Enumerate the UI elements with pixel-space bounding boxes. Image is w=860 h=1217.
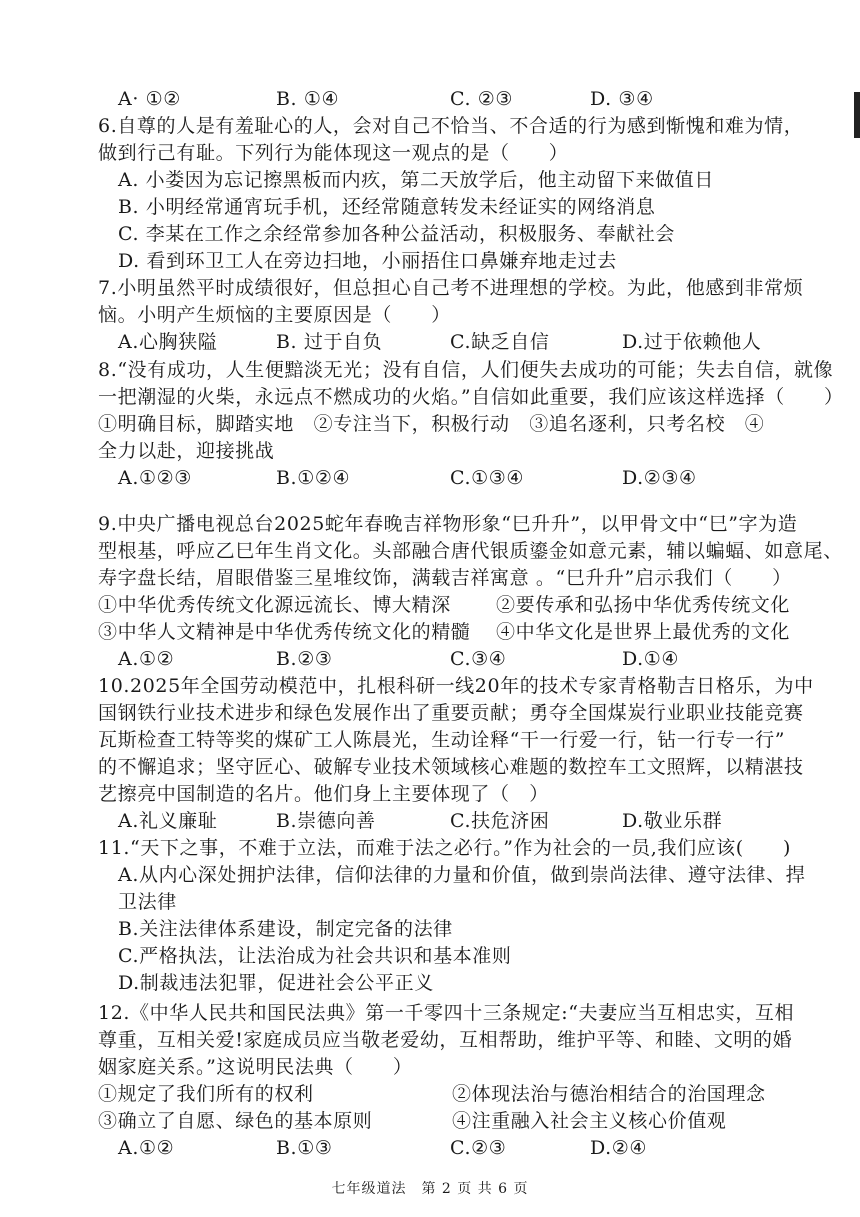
q10-option-a: A.礼义廉耻 [118, 810, 218, 832]
scan-edge-mark [854, 92, 860, 138]
q7-stem-line: 7.小明虽然平时成绩很好，但总担心自己考不进理想的学校。为此，他感到非常烦 [98, 277, 804, 299]
q9-stem-line: 9.中央广播电视总台2025蛇年春晚吉祥物形象“巳升升”，以甲骨文中“巳”字为造 [98, 513, 798, 535]
q8-stem-line: 8.“没有成功，人生便黯淡无光；没有自信，人们便失去成功的可能；失去自信，就像 [98, 359, 834, 381]
q11-option-a-cont: 卫法律 [118, 891, 177, 913]
q8-option-b: B.①②④ [276, 467, 351, 489]
q11-stem-line: 11.“天下之事，不难于立法，而难于法之必行。”作为社会的一员,我们应该( ) [98, 837, 792, 859]
q9-stem-line: 型根基，呼应乙巳年生肖文化。头部融合唐代银质鎏金如意元素，辅以蝙蝠、如意尾、 [98, 540, 843, 562]
q12-statement-3: ③确立了自愿、绿色的基本原则 [98, 1110, 373, 1132]
q11-option-d: D.制裁违法犯罪，促进社会公平正义 [118, 972, 434, 994]
q9-option-b: B.②③ [276, 648, 333, 670]
q7-stem-line: 恼。小明产生烦恼的主要原因是（ ） [98, 304, 451, 326]
q6-stem-line: 6.自尊的人是有羞耻心的人，会对自己不恰当、不合适的行为感到惭愧和难为情， [98, 115, 804, 137]
q8-statements-line: 全力以赴，迎接挑战 [98, 440, 275, 462]
q12-option-c: C.②③ [450, 1137, 507, 1159]
q10-option-d: D.敬业乐群 [622, 810, 723, 832]
q7-option-b: B. 过于自负 [276, 331, 383, 353]
q6-option-d: D. 看到环卫工人在旁边扫地，小丽捂住口鼻嫌弃地走过去 [118, 250, 617, 272]
q12-option-b: B.①③ [276, 1137, 333, 1159]
q10-stem-line: 国钢铁行业技术进步和绿色发展作出了重要贡献；勇夺全国煤炭行业职业技能竞赛 [98, 702, 804, 724]
q10-option-b: B.崇德向善 [276, 810, 376, 832]
q12-statement-2: ②体现法治与德治相结合的治国理念 [452, 1083, 766, 1105]
q8-option-c: C.①③④ [450, 467, 524, 489]
q8-stem-line: 一把潮湿的火柴，永远点不燃成功的火焰。”自信如此重要，我们应该这样选择（ ） [98, 386, 844, 408]
q12-option-d: D.②④ [590, 1137, 648, 1159]
q6-option-a: A. 小娄因为忘记擦黑板而内疚，第二天放学后，他主动留下来做值日 [118, 169, 715, 191]
q9-option-a: A.①② [118, 648, 175, 670]
q12-statement-4: ④注重融入社会主义核心价值观 [452, 1110, 727, 1132]
q12-stem-line: 12.《中华人民共和国民法典》第一千零四十三条规定:“夫妻应当互相忠实，互相 [98, 1002, 795, 1024]
q9-statement-2: ②要传承和弘扬中华优秀传统文化 [496, 594, 791, 616]
q7-option-a: A.心胸狭隘 [118, 331, 218, 353]
q5-option-b: B. ①④ [276, 88, 340, 110]
q12-option-a: A.①② [118, 1137, 175, 1159]
q10-stem-line: 10.2025年全国劳动模范中，扎根科研一线20年的技术专家青格勒吉日格乐，为中 [98, 675, 814, 697]
q12-stem-line: 姻家庭关系。”这说明民法典（ ） [98, 1056, 413, 1078]
q5-option-a: A· ①② [118, 88, 181, 110]
q5-option-c: C. ②③ [450, 88, 514, 110]
q9-option-c: C.③④ [450, 648, 507, 670]
q8-option-d: D.②③④ [622, 467, 697, 489]
q9-stem-line: 寿字盘长结，眉眼借鉴三星堆纹饰，满载吉祥寓意 。“巳升升”启示我们（ ） [98, 567, 792, 589]
q12-stem-line: 尊重，互相关爱!家庭成员应当敬老爱幼，互相帮助，维护平等、和睦、文明的婚 [98, 1029, 793, 1051]
q6-stem-line: 做到行己有耻。下列行为能体现这一观点的是（ ） [98, 142, 569, 164]
q10-stem-line: 的不懈追求；坚守匠心、破解专业技术领域核心难题的数控车工文照辉，以精湛技 [98, 756, 804, 778]
q7-option-c: C.缺乏自信 [450, 331, 550, 353]
q11-option-c: C.严格执法，让法治成为社会共识和基本准则 [118, 945, 512, 967]
q9-statement-1: ①中华优秀传统文化源远流长、博大精深 [98, 594, 451, 616]
q9-statement-4: ④中华文化是世界上最优秀的文化 [496, 621, 791, 643]
q9-statement-3: ③中华人文精神是中华优秀传统文化的精髓 [98, 621, 471, 643]
q8-statements-line: ①明确目标，脚踏实地 ②专注当下，积极行动 ③追名逐利，只考名校 ④ [98, 413, 765, 435]
q11-option-b: B.关注法律体系建设，制定完备的法律 [118, 918, 453, 940]
q8-option-a: A.①②③ [118, 467, 192, 489]
q12-statement-1: ①规定了我们所有的权利 [98, 1083, 314, 1105]
q6-option-b: B. 小明经常通宵玩手机，还经常随意转发未经证实的网络消息 [118, 196, 656, 218]
q5-option-d: D. ③④ [590, 88, 654, 110]
q10-option-c: C.扶危济困 [450, 810, 550, 832]
q7-option-d: D.过于依赖他人 [622, 331, 762, 353]
page-footer: 七年级道法 第 2 页 共 6 页 [331, 1181, 529, 1197]
q9-option-d: D.①④ [622, 648, 680, 670]
q10-stem-line: 瓦斯检查工特等奖的煤矿工人陈晨光，生动诠释“干一行爱一行，钻一行专一行” [98, 729, 786, 751]
q10-stem-line: 艺擦亮中国制造的名片。他们身上主要体现了（ ） [98, 783, 549, 805]
q6-option-c: C. 李某在工作之余经常参加各种公益活动，积极服务、奉献社会 [118, 223, 675, 245]
q11-option-a: A.从内心深处拥护法律，信仰法律的力量和价值，做到崇尚法律、遵守法律、捍 [118, 864, 806, 886]
